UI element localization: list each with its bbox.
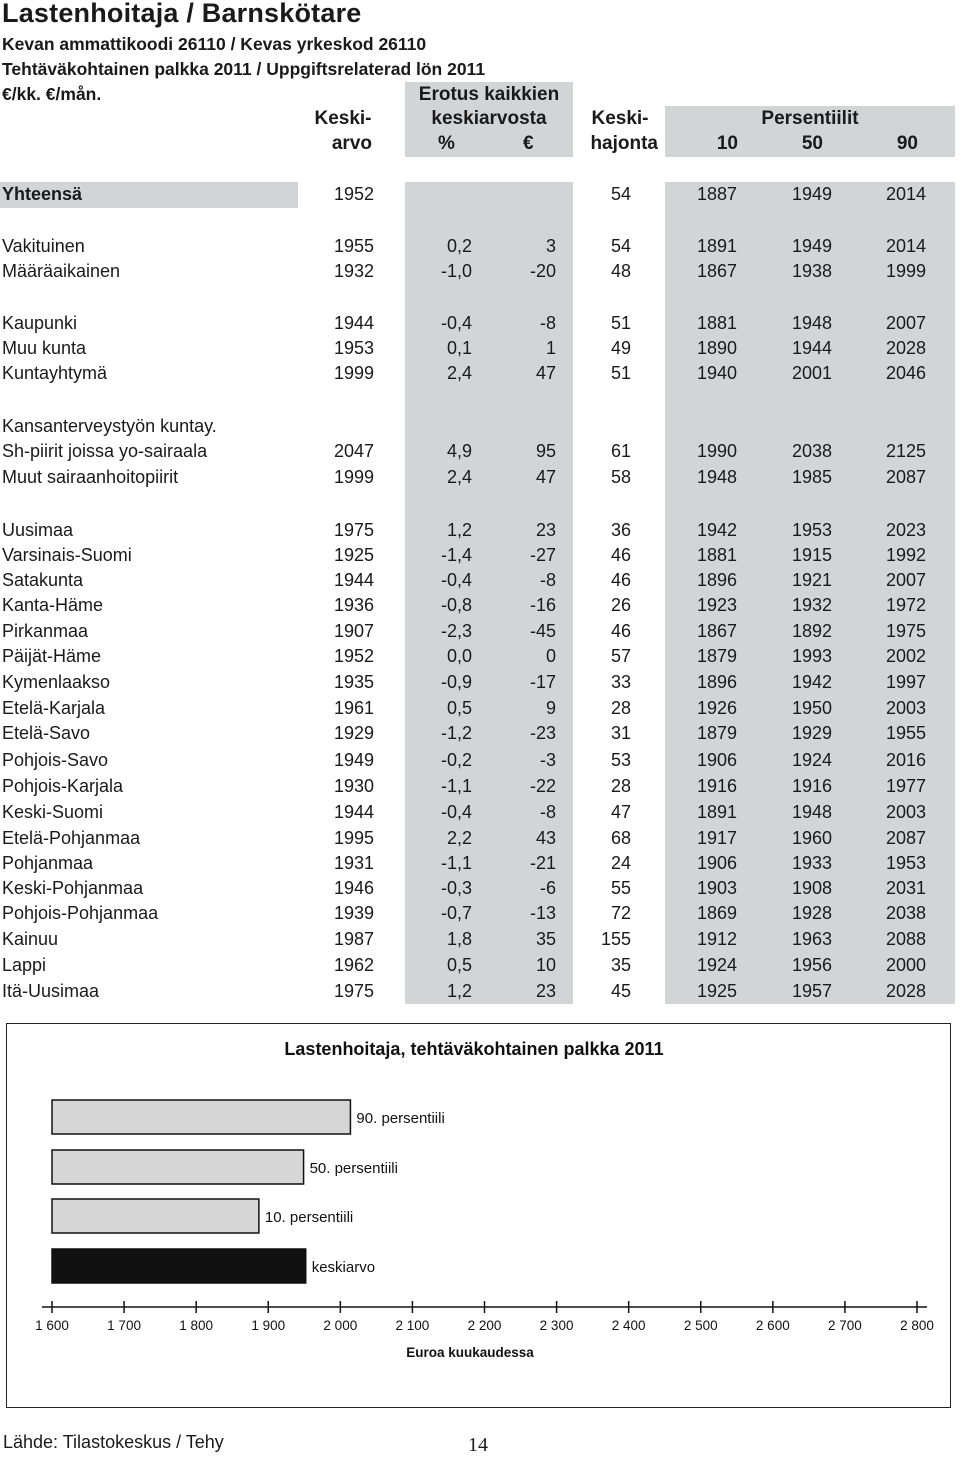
cell-avg: 1931 xyxy=(333,853,374,873)
row-label: Etelä-Pohjanmaa xyxy=(2,828,141,848)
cell-avg: 1935 xyxy=(333,672,374,692)
chart-tick-label: 2 400 xyxy=(611,1318,646,1333)
row-label: Keski-Suomi xyxy=(2,802,104,822)
header-p90: 90 xyxy=(896,133,918,154)
row-label: Kuntayhtymä xyxy=(2,363,108,383)
cell-avg: 1961 xyxy=(333,698,374,718)
header-erotus-top: Erotus kaikkien xyxy=(418,84,560,105)
cell-p90: 2002 xyxy=(885,646,926,666)
cell-sd: 26 xyxy=(610,595,631,615)
header-persentiilit: Persentiilit xyxy=(761,108,859,129)
cell-p50: 1993 xyxy=(791,646,832,666)
chart-bar-label: 10. persentiili xyxy=(264,1209,354,1226)
cell-p90: 1955 xyxy=(885,723,926,743)
cell-p90: 2014 xyxy=(885,184,926,204)
chart-frame xyxy=(6,1023,951,1408)
cell-avg: 1949 xyxy=(333,750,374,770)
cell-p50: 1942 xyxy=(791,672,832,692)
cell-p10: 1926 xyxy=(696,698,737,718)
chart-bar-label: keskiarvo xyxy=(311,1259,376,1276)
cell-p90: 1977 xyxy=(885,776,926,796)
header-keski-1: Keski- xyxy=(314,108,372,129)
cell-eur: -3 xyxy=(539,750,556,770)
cell-p10: 1917 xyxy=(696,828,737,848)
cell-p90: 2023 xyxy=(885,520,926,540)
cell-p90: 1999 xyxy=(885,261,926,281)
cell-p10: 1891 xyxy=(696,236,737,256)
cell-p90: 2007 xyxy=(885,313,926,333)
cell-eur: -8 xyxy=(539,570,556,590)
cell-pct: -0,7 xyxy=(440,903,472,923)
cell-p10: 1925 xyxy=(696,981,737,1001)
cell-pct: -0,8 xyxy=(440,595,472,615)
cell-avg: 1999 xyxy=(333,363,374,383)
cell-avg: 1936 xyxy=(333,595,374,615)
cell-p90: 2028 xyxy=(885,981,926,1001)
cell-p50: 1938 xyxy=(791,261,832,281)
row-label: Muut sairaanhoitopiirit xyxy=(2,467,179,487)
row-label: Pohjois-Pohjanmaa xyxy=(2,903,159,923)
cell-eur: 43 xyxy=(535,828,556,848)
cell-avg: 1944 xyxy=(333,570,374,590)
cell-p50: 1948 xyxy=(791,802,832,822)
row-label: Sh-piirit joissa yo-sairaala xyxy=(2,441,208,461)
cell-pct: -2,3 xyxy=(440,621,472,641)
cell-avg: 1944 xyxy=(333,802,374,822)
cell-p10: 1869 xyxy=(696,903,737,923)
row-label: Etelä-Karjala xyxy=(2,698,106,718)
cell-eur: 1 xyxy=(545,338,556,358)
cell-p10: 1867 xyxy=(696,261,737,281)
cell-p90: 2125 xyxy=(885,441,926,461)
cell-p90: 2016 xyxy=(885,750,926,770)
cell-eur: -21 xyxy=(529,853,556,873)
cell-sd: 36 xyxy=(610,520,631,540)
cell-pct: 2,4 xyxy=(446,467,472,487)
cell-p90: 2031 xyxy=(885,878,926,898)
cell-sd: 51 xyxy=(610,313,631,333)
cell-pct: 2,2 xyxy=(446,828,472,848)
cell-p10: 1879 xyxy=(696,723,737,743)
chart-tick-label: 1 600 xyxy=(35,1318,69,1333)
cell-sd: 53 xyxy=(610,750,631,770)
cell-sd: 47 xyxy=(610,802,631,822)
header-euro: € xyxy=(523,133,534,154)
header-percent: % xyxy=(438,133,455,154)
group-label: Kansanterveystyön kuntay. xyxy=(2,416,217,436)
cell-avg: 1975 xyxy=(333,520,374,540)
cell-pct: 0,5 xyxy=(446,698,472,718)
cell-pct: -0,4 xyxy=(440,313,472,333)
cell-p90: 2014 xyxy=(885,236,926,256)
row-label: Päijät-Häme xyxy=(2,646,102,666)
cell-pct: 4,9 xyxy=(446,441,472,461)
cell-sd: 45 xyxy=(610,981,631,1001)
cell-eur: 23 xyxy=(535,520,556,540)
cell-avg: 1987 xyxy=(333,929,374,949)
cell-pct: 1,8 xyxy=(446,929,472,949)
cell-eur: 3 xyxy=(545,236,556,256)
row-label: Vakituinen xyxy=(2,236,85,256)
cell-eur: 95 xyxy=(535,441,556,461)
cell-p90: 2007 xyxy=(885,570,926,590)
cell-avg: 1962 xyxy=(333,955,374,975)
cell-avg: 1925 xyxy=(333,545,374,565)
cell-eur: -6 xyxy=(539,878,556,898)
cell-pct: 0,1 xyxy=(446,338,472,358)
cell-sd: 46 xyxy=(610,570,631,590)
cell-avg: 1946 xyxy=(333,878,374,898)
cell-eur: -8 xyxy=(539,802,556,822)
cell-p90: 2087 xyxy=(885,467,926,487)
cell-pct: -1,2 xyxy=(440,723,472,743)
cell-p10: 1879 xyxy=(696,646,737,666)
cell-eur: 47 xyxy=(535,467,556,487)
row-label: Itä-Uusimaa xyxy=(2,981,100,1001)
cell-p10: 1942 xyxy=(696,520,737,540)
cell-avg: 1955 xyxy=(333,236,374,256)
chart-tick-label: 1 700 xyxy=(107,1318,141,1333)
subtitle-salary: Tehtäväkohtainen palkka 2011 / Uppgiftsrelaterad lön 2011 xyxy=(2,59,486,79)
chart-tick-label: 2 100 xyxy=(395,1318,430,1333)
cell-p10: 1912 xyxy=(696,929,737,949)
cell-sd: 49 xyxy=(610,338,631,358)
chart-tick-label: 2 200 xyxy=(467,1318,502,1333)
cell-p10: 1906 xyxy=(696,853,737,873)
cell-sd: 55 xyxy=(610,878,631,898)
row-label: Pirkanmaa xyxy=(2,621,89,641)
cell-p50: 1953 xyxy=(791,520,832,540)
chart-x-label: Euroa kuukaudessa xyxy=(406,1345,534,1360)
chart-title: Lastenhoitaja, tehtäväkohtainen palkka 2011 xyxy=(284,1039,664,1059)
cell-sd: 57 xyxy=(610,646,631,666)
cell-p10: 1903 xyxy=(696,878,737,898)
cell-p50: 1957 xyxy=(791,981,832,1001)
cell-eur: -45 xyxy=(529,621,556,641)
cell-pct: -1,1 xyxy=(440,776,472,796)
cell-pct: -1,4 xyxy=(440,545,472,565)
chart-bar-label: 50. persentiili xyxy=(309,1160,398,1177)
cell-p10: 1896 xyxy=(696,672,737,692)
cell-sd: 31 xyxy=(610,723,631,743)
cell-p50: 1960 xyxy=(791,828,832,848)
header-p10: 10 xyxy=(716,133,738,154)
cell-p50: 1924 xyxy=(791,750,832,770)
row-label: Pohjois-Karjala xyxy=(2,776,124,796)
row-label: Kymenlaakso xyxy=(2,672,111,692)
row-label: Kanta-Häme xyxy=(2,595,104,615)
cell-sd: 24 xyxy=(610,853,631,873)
cell-p90: 1997 xyxy=(885,672,926,692)
cell-p10: 1924 xyxy=(696,955,737,975)
cell-pct: 0,0 xyxy=(446,646,472,666)
cell-p50: 1949 xyxy=(791,184,832,204)
cell-avg: 1953 xyxy=(333,338,374,358)
cell-p90: 1953 xyxy=(885,853,926,873)
cell-p90: 1975 xyxy=(885,621,926,641)
cell-sd: 61 xyxy=(610,441,631,461)
cell-p90: 2038 xyxy=(885,903,926,923)
cell-eur: 47 xyxy=(535,363,556,383)
cell-avg: 1975 xyxy=(333,981,374,1001)
cell-eur: -8 xyxy=(539,313,556,333)
cell-p50: 2001 xyxy=(791,363,832,383)
cell-pct: -1,0 xyxy=(440,261,472,281)
cell-p50: 1949 xyxy=(791,236,832,256)
cell-eur: -13 xyxy=(529,903,556,923)
cell-p50: 1932 xyxy=(791,595,832,615)
cell-p10: 1906 xyxy=(696,750,737,770)
cell-p90: 2028 xyxy=(885,338,926,358)
row-label: Varsinais-Suomi xyxy=(2,545,132,565)
cell-p10: 1881 xyxy=(696,545,737,565)
row-label: Kainuu xyxy=(2,929,59,949)
cell-avg: 2047 xyxy=(333,441,374,461)
cell-p10: 1887 xyxy=(696,184,737,204)
cell-sd: 68 xyxy=(610,828,631,848)
cell-eur: -27 xyxy=(529,545,556,565)
cell-p50: 1933 xyxy=(791,853,832,873)
cell-avg: 1999 xyxy=(333,467,374,487)
row-label: Keski-Pohjanmaa xyxy=(2,878,144,898)
cell-p50: 1963 xyxy=(791,929,832,949)
row-label: Pohjanmaa xyxy=(2,853,94,873)
cell-avg: 1995 xyxy=(333,828,374,848)
source-note: Lähde: Tilastokeskus / Tehy xyxy=(3,1432,224,1452)
cell-sd: 155 xyxy=(600,929,631,949)
cell-p10: 1990 xyxy=(696,441,737,461)
cell-p50: 1950 xyxy=(791,698,832,718)
cell-p50: 1928 xyxy=(791,903,832,923)
header-p50: 50 xyxy=(801,133,823,154)
chart-tick-label: 2 500 xyxy=(683,1318,718,1333)
cell-p50: 1915 xyxy=(791,545,832,565)
cell-sd: 72 xyxy=(610,903,631,923)
cell-pct: -0,9 xyxy=(440,672,472,692)
cell-pct: 2,4 xyxy=(446,363,472,383)
cell-p10: 1896 xyxy=(696,570,737,590)
row-label: Kaupunki xyxy=(2,313,78,333)
cell-eur: -23 xyxy=(529,723,556,743)
cell-avg: 1932 xyxy=(333,261,374,281)
chart-tick-label: 2 800 xyxy=(900,1318,934,1333)
header-arvo: arvo xyxy=(331,133,372,154)
cell-pct: -0,3 xyxy=(440,878,472,898)
cell-sd: 51 xyxy=(610,363,631,383)
cell-avg: 1930 xyxy=(333,776,374,796)
cell-p10: 1948 xyxy=(696,467,737,487)
cell-eur: 9 xyxy=(545,698,556,718)
cell-sd: 48 xyxy=(610,261,631,281)
cell-sd: 33 xyxy=(610,672,631,692)
cell-p10: 1916 xyxy=(696,776,737,796)
chart-tick-label: 2 600 xyxy=(755,1318,790,1333)
cell-avg: 1929 xyxy=(333,723,374,743)
cell-avg: 1944 xyxy=(333,313,374,333)
row-label: Uusimaa xyxy=(2,520,74,540)
cell-pct: 1,2 xyxy=(446,520,472,540)
header-hajonta: hajonta xyxy=(590,133,658,154)
cell-sd: 54 xyxy=(610,184,631,204)
cell-p50: 1892 xyxy=(791,621,832,641)
unit-label: €/kk. €/mån. xyxy=(2,84,102,104)
cell-eur: 35 xyxy=(535,929,556,949)
cell-avg: 1907 xyxy=(333,621,374,641)
cell-p50: 1944 xyxy=(791,338,832,358)
cell-sd: 46 xyxy=(610,621,631,641)
cell-eur: -16 xyxy=(529,595,556,615)
row-label: Etelä-Savo xyxy=(2,723,91,743)
cell-avg: 1952 xyxy=(333,646,374,666)
cell-p90: 2003 xyxy=(885,698,926,718)
row-label: Lappi xyxy=(2,955,47,975)
cell-sd: 54 xyxy=(610,236,631,256)
cell-p50: 1985 xyxy=(791,467,832,487)
page-title: Lastenhoitaja / Barnskötare xyxy=(2,0,362,28)
page-number: 14 xyxy=(468,1434,488,1456)
row-label: Muu kunta xyxy=(2,338,87,358)
subtitle-code: Kevan ammattikoodi 26110 / Kevas yrkeskod 26110 xyxy=(2,34,427,54)
cell-sd: 28 xyxy=(610,776,631,796)
cell-p50: 1948 xyxy=(791,313,832,333)
cell-sd: 46 xyxy=(610,545,631,565)
row-label: Pohjois-Savo xyxy=(2,750,109,770)
cell-eur: -20 xyxy=(529,261,556,281)
cell-p10: 1940 xyxy=(696,363,737,383)
cell-p90: 2088 xyxy=(885,929,926,949)
cell-eur: -22 xyxy=(529,776,556,796)
cell-p50: 1916 xyxy=(791,776,832,796)
cell-p50: 1908 xyxy=(791,878,832,898)
cell-sd: 58 xyxy=(610,467,631,487)
cell-pct: -1,1 xyxy=(440,853,472,873)
cell-p50: 1956 xyxy=(791,955,832,975)
header-keski-2: Keski- xyxy=(591,108,649,129)
chart-tick-label: 2 300 xyxy=(539,1318,574,1333)
cell-avg: 1939 xyxy=(333,903,374,923)
cell-pct: 0,2 xyxy=(446,236,472,256)
cell-p10: 1891 xyxy=(696,802,737,822)
cell-eur: -17 xyxy=(529,672,556,692)
chart-tick-label: 2 000 xyxy=(323,1318,358,1333)
cell-eur: 10 xyxy=(535,955,556,975)
cell-p10: 1923 xyxy=(696,595,737,615)
cell-p90: 2003 xyxy=(885,802,926,822)
chart-bar-label: 90. persentiili xyxy=(356,1110,445,1127)
cell-avg: 1952 xyxy=(333,184,374,204)
cell-eur: 0 xyxy=(545,646,556,666)
cell-p90: 2087 xyxy=(885,828,926,848)
cell-pct: -0,4 xyxy=(440,570,472,590)
cell-p50: 2038 xyxy=(791,441,832,461)
cell-eur: 23 xyxy=(535,981,556,1001)
cell-p90: 1972 xyxy=(885,595,926,615)
cell-pct: -0,4 xyxy=(440,802,472,822)
cell-sd: 35 xyxy=(610,955,631,975)
row-label: Yhteensä xyxy=(2,184,83,204)
row-label: Määräaikainen xyxy=(2,261,121,281)
cell-p90: 2000 xyxy=(885,955,926,975)
header-erotus-mid: keskiarvosta xyxy=(431,108,547,129)
cell-p10: 1881 xyxy=(696,313,737,333)
cell-pct: 1,2 xyxy=(446,981,472,1001)
cell-pct: -0,2 xyxy=(440,750,472,770)
cell-sd: 28 xyxy=(610,698,631,718)
cell-p90: 2046 xyxy=(885,363,926,383)
chart-tick-label: 1 900 xyxy=(251,1318,286,1333)
cell-p10: 1890 xyxy=(696,338,737,358)
cell-p50: 1929 xyxy=(791,723,832,743)
chart-tick-label: 2 700 xyxy=(828,1318,862,1333)
row-label: Satakunta xyxy=(2,570,84,590)
cell-p90: 1992 xyxy=(885,545,926,565)
cell-pct: 0,5 xyxy=(446,955,472,975)
cell-p10: 1867 xyxy=(696,621,737,641)
chart-tick-label: 1 800 xyxy=(179,1318,214,1333)
cell-p50: 1921 xyxy=(791,570,832,590)
